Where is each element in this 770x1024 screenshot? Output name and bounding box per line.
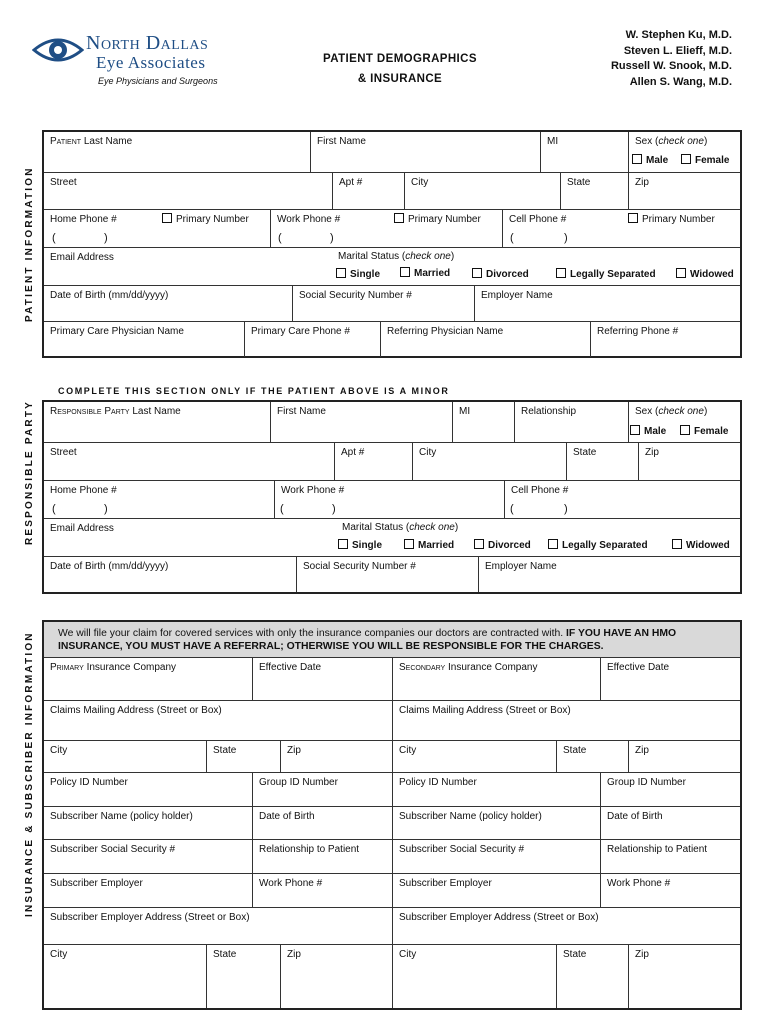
secondary-relationship-field[interactable] xyxy=(600,839,740,873)
field-label: Primary Care Physician Name xyxy=(50,326,184,337)
secondary-zip-field[interactable] xyxy=(628,740,740,772)
field-label: State xyxy=(563,949,587,960)
field-label: Group ID Number xyxy=(259,777,338,788)
form-title-line2: & INSURANCE xyxy=(357,73,443,85)
field-label: Referring Phone # xyxy=(597,326,679,337)
area-code-open: ( xyxy=(510,503,514,515)
rp-cell-phone-field[interactable] xyxy=(504,480,740,518)
option-label: Single xyxy=(352,540,383,551)
patient-sex-field xyxy=(628,132,740,172)
field-label: Patient xyxy=(50,136,82,147)
notice-warning: IF YOU HAVE AN HMO INSURANCE, YOU MUST HAVE A REFERRAL; OTHERWISE YOU WILL BE RESPONSIBLE FOR THE CHARGES. xyxy=(58,628,677,652)
side-label-insurance: INSURANCE & SUBSCRIBER INFORMATION xyxy=(24,631,35,917)
primary-employer-city-field[interactable] xyxy=(44,944,206,1008)
field-label: Zip xyxy=(635,177,649,188)
field-label: Zip xyxy=(635,745,649,756)
area-code-close: ) xyxy=(104,232,108,244)
eye-logo-icon xyxy=(32,34,84,66)
field-label: Relationship xyxy=(521,406,577,417)
primary-group-id-field[interactable] xyxy=(252,772,392,806)
field-label: Last Name xyxy=(132,406,181,417)
field-label: Last Name xyxy=(83,136,133,147)
field-label: Secondary xyxy=(399,662,446,673)
field-label: Subscriber Social Security # xyxy=(50,844,176,855)
field-label: Zip xyxy=(635,949,649,960)
side-label-patient: PATIENT INFORMATION xyxy=(24,166,35,322)
patient-male-checkbox[interactable] xyxy=(632,154,668,166)
option-label: Primary Number xyxy=(176,214,249,225)
form-title-line1: PATIENT DEMOGRAPHICS xyxy=(323,53,477,65)
primary-city-field[interactable] xyxy=(44,740,206,772)
field-label: Claims Mailing Address (Street or Box) xyxy=(50,705,222,716)
secondary-company-field[interactable] xyxy=(392,658,600,700)
field-label: City xyxy=(399,949,417,960)
field-label: ) xyxy=(450,251,455,262)
rp-widowed-checkbox[interactable] xyxy=(672,539,730,551)
field-label: City xyxy=(399,745,417,756)
field-label: Subscriber Social Security # xyxy=(399,844,525,855)
rp-married-checkbox[interactable] xyxy=(404,539,454,551)
option-label: Legally Separated xyxy=(570,269,656,280)
option-label: Divorced xyxy=(486,269,529,280)
patient-female-checkbox[interactable] xyxy=(681,154,729,166)
option-label: Married xyxy=(418,540,455,551)
field-label: First Name xyxy=(277,406,326,417)
field-label: Policy ID Number xyxy=(50,777,128,788)
hmo-notice xyxy=(44,622,740,658)
patient-married-checkbox[interactable] xyxy=(400,267,450,279)
field-label: First Name xyxy=(317,136,366,147)
field-label: Work Phone # xyxy=(607,878,671,889)
field-label: Effective Date xyxy=(607,662,670,673)
field-label: Home Phone # xyxy=(50,485,117,496)
patient-home-primary-checkbox[interactable] xyxy=(162,213,249,225)
patient-zip-field[interactable] xyxy=(628,172,740,209)
field-label: State xyxy=(573,447,597,458)
area-code-open: ( xyxy=(280,503,284,515)
field-label: Email Address xyxy=(50,523,114,534)
patient-referring-phone-field[interactable] xyxy=(590,321,740,357)
secondary-subscriber-ssn-field[interactable] xyxy=(392,839,600,873)
patient-last-name-field[interactable] xyxy=(44,132,310,172)
field-label: Relationship to Patient xyxy=(259,844,360,855)
secondary-employer-zip-field[interactable] xyxy=(628,944,740,1008)
field-label: Home Phone # xyxy=(50,214,117,225)
doctor-name: Steven L. Elieff, M.D. xyxy=(623,44,732,57)
field-label: State xyxy=(213,949,237,960)
field-label: Work Phone # xyxy=(281,485,345,496)
patient-city-field[interactable] xyxy=(404,172,560,209)
rp-ssn-field[interactable] xyxy=(296,556,478,592)
field-label: Work Phone # xyxy=(259,878,323,889)
primary-subscriber-dob-field[interactable] xyxy=(252,806,392,839)
field-label: Insurance Company xyxy=(448,662,538,673)
primary-relationship-field[interactable] xyxy=(252,839,392,873)
practice-name-line2: Eye Associates xyxy=(96,53,206,72)
field-label: ) xyxy=(703,406,708,417)
option-label: Single xyxy=(350,269,381,280)
patient-pcp-field[interactable] xyxy=(44,321,244,357)
field-label: Date of Birth (mm/dd/yyyy) xyxy=(50,561,169,572)
field-label: Primary xyxy=(50,662,84,673)
field-label: City xyxy=(50,949,68,960)
practice-name-line1: North Dallas xyxy=(86,32,209,54)
field-label: Apt # xyxy=(341,447,365,458)
patient-dob-field[interactable] xyxy=(44,285,292,321)
primary-work-phone-field[interactable] xyxy=(252,873,392,907)
field-label: Zip xyxy=(287,949,301,960)
field-label: MI xyxy=(547,136,559,147)
rp-state-field[interactable] xyxy=(566,442,638,480)
primary-state-field[interactable] xyxy=(206,740,280,772)
option-label: Primary Number xyxy=(408,214,481,225)
field-label: Subscriber Employer xyxy=(399,878,492,889)
option-label: Female xyxy=(694,426,729,437)
field-label: City xyxy=(50,745,68,756)
field-label: Email Address xyxy=(50,252,114,263)
rp-single-checkbox[interactable] xyxy=(338,539,382,551)
patient-pcp-phone-field[interactable] xyxy=(244,321,380,357)
rp-apt-field[interactable] xyxy=(334,442,412,480)
primary-subscriber-employer-field[interactable] xyxy=(44,873,252,907)
area-code-open: ( xyxy=(510,232,514,244)
patient-referring-physician-field[interactable] xyxy=(380,321,590,357)
field-label: Referring Physician Name xyxy=(387,326,504,337)
field-label: State xyxy=(213,745,237,756)
secondary-effective-date-field[interactable] xyxy=(600,658,740,700)
secondary-subscriber-name-field[interactable] xyxy=(392,806,600,839)
field-label: Sex ( xyxy=(635,406,659,417)
area-code-close: ) xyxy=(564,232,568,244)
primary-employer-zip-field[interactable] xyxy=(280,944,392,1008)
field-label: Subscriber Name (policy holder) xyxy=(50,811,193,822)
notice-text: We will file your claim for covered services with only the insurance companies our doctors are contracted with. xyxy=(58,628,564,639)
option-label: Widowed xyxy=(686,540,730,551)
field-label: Relationship to Patient xyxy=(607,844,708,855)
field-label: State xyxy=(567,177,591,188)
patient-ssn-field[interactable] xyxy=(292,285,474,321)
field-label: Subscriber Employer Address (Street or Box) xyxy=(50,912,250,923)
option-label: Divorced xyxy=(488,540,531,551)
field-label: Date of Birth xyxy=(259,811,315,822)
field-label: City xyxy=(419,447,437,458)
field-label: Responsible Party xyxy=(50,406,130,417)
secondary-group-id-field[interactable] xyxy=(600,772,740,806)
primary-employer-state-field[interactable] xyxy=(206,944,280,1008)
patient-first-name-field[interactable] xyxy=(310,132,540,172)
field-label: City xyxy=(411,177,429,188)
patient-employer-field[interactable] xyxy=(474,285,740,321)
primary-zip-field[interactable] xyxy=(280,740,392,772)
rp-marital-label xyxy=(342,522,458,533)
secondary-employer-state-field[interactable] xyxy=(556,944,628,1008)
field-label: check one xyxy=(409,522,455,533)
area-code-close: ) xyxy=(332,503,336,515)
patient-mi-field[interactable] xyxy=(540,132,628,172)
doctor-name: Allen S. Wang, M.D. xyxy=(629,75,732,88)
field-label: Social Security Number # xyxy=(299,290,412,301)
field-label: Subscriber Employer xyxy=(50,878,143,889)
field-label: Street xyxy=(50,447,77,458)
patient-apt-field[interactable] xyxy=(332,172,404,209)
rp-zip-field[interactable] xyxy=(638,442,740,480)
side-label-responsible: RESPONSIBLE PARTY xyxy=(24,399,35,545)
field-label: Marital Status ( xyxy=(338,251,406,262)
secondary-policy-id-field[interactable] xyxy=(392,772,600,806)
responsible-party-section xyxy=(42,400,742,594)
option-label: Female xyxy=(695,155,730,166)
rp-first-name-field[interactable] xyxy=(270,402,452,442)
secondary-work-phone-field[interactable] xyxy=(600,873,740,907)
rp-home-phone-field[interactable] xyxy=(44,480,274,518)
primary-subscriber-name-field[interactable] xyxy=(44,806,252,839)
field-label: Cell Phone # xyxy=(511,485,569,496)
patient-information-section xyxy=(42,130,742,358)
rp-employer-field[interactable] xyxy=(478,556,740,592)
field-label: Subscriber Employer Address (Street or Box) xyxy=(399,912,599,923)
field-label: Date of Birth (mm/dd/yyyy) xyxy=(50,290,169,301)
patient-widowed-checkbox[interactable] xyxy=(676,268,734,280)
option-label: Male xyxy=(644,426,667,437)
field-label: Group ID Number xyxy=(607,777,686,788)
secondary-subscriber-dob-field[interactable] xyxy=(600,806,740,839)
rp-divorced-checkbox[interactable] xyxy=(474,539,531,551)
secondary-claims-address-field[interactable] xyxy=(392,700,740,740)
field-label: check one xyxy=(405,251,451,262)
field-label: Apt # xyxy=(339,177,363,188)
field-label: Subscriber Name (policy holder) xyxy=(399,811,542,822)
doctor-list xyxy=(611,28,732,90)
rp-street-field[interactable] xyxy=(44,442,334,480)
area-code-close: ) xyxy=(330,232,334,244)
area-code-open: ( xyxy=(52,232,56,244)
field-label: Employer Name xyxy=(481,290,553,301)
patient-single-checkbox[interactable] xyxy=(336,268,380,280)
logo xyxy=(32,32,247,88)
field-label: Work Phone # xyxy=(277,214,341,225)
field-label: Insurance Company xyxy=(86,662,177,673)
rp-work-phone-field[interactable] xyxy=(274,480,504,518)
field-label: Employer Name xyxy=(485,561,557,572)
field-label: MI xyxy=(459,406,471,417)
area-code-close: ) xyxy=(564,503,568,515)
field-label: Primary Care Phone # xyxy=(251,326,350,337)
option-label: Legally Separated xyxy=(562,540,648,551)
primary-subscriber-ssn-field[interactable] xyxy=(44,839,252,873)
patient-street-field[interactable] xyxy=(44,172,332,209)
patient-separated-checkbox[interactable] xyxy=(556,268,656,280)
option-label: Primary Number xyxy=(642,214,715,225)
rp-separated-checkbox[interactable] xyxy=(548,539,648,551)
tagline: Eye Physicians and Surgeons xyxy=(98,76,218,86)
field-label: check one xyxy=(658,406,704,417)
primary-employer-address-field[interactable] xyxy=(44,907,392,944)
patient-marital-label xyxy=(338,251,454,262)
option-label: Widowed xyxy=(690,269,734,280)
field-label: Sex ( xyxy=(635,136,659,147)
field-label: Date of Birth xyxy=(607,811,663,822)
primary-claims-address-field[interactable] xyxy=(44,700,392,740)
field-label: Claims Mailing Address (Street or Box) xyxy=(399,705,571,716)
field-label: Zip xyxy=(287,745,301,756)
field-label: check one xyxy=(658,136,704,147)
field-label: Social Security Number # xyxy=(303,561,416,572)
field-label: ) xyxy=(454,522,459,533)
minor-section-title: COMPLETE THIS SECTION ONLY IF THE PATIENT ABOVE IS A MINOR xyxy=(58,386,450,396)
area-code-open: ( xyxy=(52,503,56,515)
secondary-employer-address-field[interactable] xyxy=(392,907,740,944)
option-label: Male xyxy=(646,155,669,166)
field-label: Policy ID Number xyxy=(399,777,477,788)
patient-cell-primary-checkbox[interactable] xyxy=(628,213,715,225)
primary-policy-id-field[interactable] xyxy=(44,772,252,806)
secondary-city-field[interactable] xyxy=(392,740,556,772)
secondary-subscriber-employer-field[interactable] xyxy=(392,873,600,907)
area-code-close: ) xyxy=(104,503,108,515)
doctor-name: W. Stephen Ku, M.D. xyxy=(625,29,732,41)
field-label: Street xyxy=(50,177,77,188)
rp-male-checkbox[interactable] xyxy=(630,425,666,437)
patient-divorced-checkbox[interactable] xyxy=(472,268,529,280)
rp-city-field[interactable] xyxy=(412,442,566,480)
rp-mi-field[interactable] xyxy=(452,402,514,442)
field-label: Zip xyxy=(645,447,659,458)
secondary-employer-city-field[interactable] xyxy=(392,944,556,1008)
patient-work-primary-checkbox[interactable] xyxy=(394,213,481,225)
option-label: Married xyxy=(414,268,451,279)
field-label: Effective Date xyxy=(259,662,322,673)
rp-relationship-field[interactable] xyxy=(514,402,628,442)
primary-effective-date-field[interactable] xyxy=(252,658,392,700)
field-label: Marital Status ( xyxy=(342,522,410,533)
area-code-open: ( xyxy=(278,232,282,244)
patient-state-field[interactable] xyxy=(560,172,628,209)
insurance-section xyxy=(42,620,742,1010)
primary-company-field[interactable] xyxy=(44,658,252,700)
rp-last-name-field[interactable] xyxy=(44,402,270,442)
rp-dob-field[interactable] xyxy=(44,556,296,592)
rp-female-checkbox[interactable] xyxy=(680,425,728,437)
secondary-state-field[interactable] xyxy=(556,740,628,772)
doctor-name: Russell W. Snook, M.D. xyxy=(610,60,732,73)
field-label: ) xyxy=(703,136,708,147)
field-label: State xyxy=(563,745,587,756)
field-label: Cell Phone # xyxy=(509,214,567,225)
